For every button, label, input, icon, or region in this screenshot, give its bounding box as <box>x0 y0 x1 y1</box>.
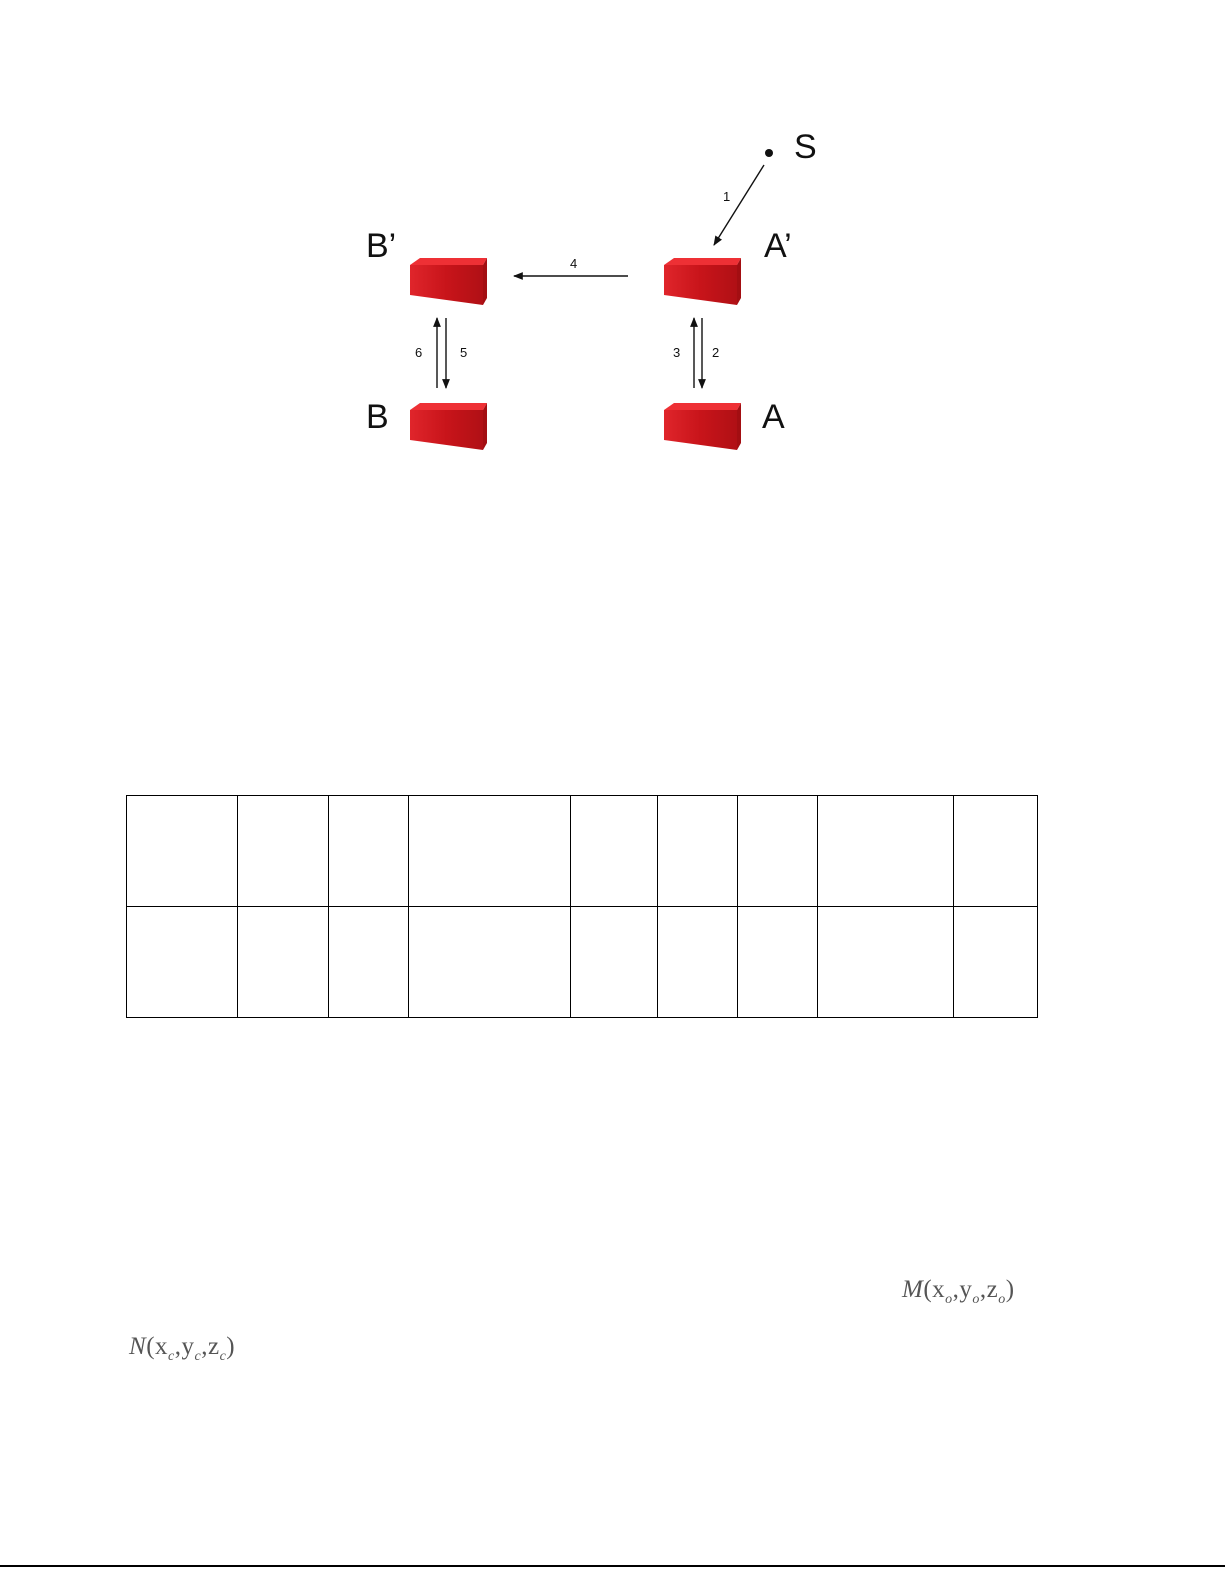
transfer-diagram <box>0 0 1225 500</box>
box-a <box>664 403 741 450</box>
formula-n-y-sub: c <box>194 1349 202 1364</box>
table-cell <box>329 796 409 907</box>
table-cell <box>409 907 571 1018</box>
formula-n-y: y <box>181 1333 195 1360</box>
table-cell <box>238 796 329 907</box>
formula-n-close: ) <box>226 1333 236 1360</box>
arrow-6-label: 6 <box>415 345 423 360</box>
table-cell <box>571 907 658 1018</box>
arrow-2-label: 2 <box>712 345 720 360</box>
table-row <box>127 796 1038 907</box>
formula-m-x-sub: o <box>945 1292 953 1307</box>
formula-m-z-sub: o <box>998 1292 1006 1307</box>
label-a-prime: A’ <box>764 227 792 265</box>
table-cell <box>954 907 1038 1018</box>
table-cell <box>658 796 738 907</box>
table-cell <box>954 796 1038 907</box>
arrow-1 <box>714 165 764 245</box>
table-cell <box>571 796 658 907</box>
formula-m <box>902 1276 1015 1308</box>
page-bottom-rule <box>0 1565 1225 1567</box>
table-cell <box>127 796 238 907</box>
table-cell <box>238 907 329 1018</box>
formula-n-sep: , <box>201 1333 208 1360</box>
table-cell <box>658 907 738 1018</box>
label-b-prime: B’ <box>366 227 397 265</box>
label-a: A <box>762 398 785 436</box>
formula-n-x: x <box>155 1333 169 1360</box>
formula-m-y: y <box>959 1276 973 1303</box>
formula-n-open: ( <box>146 1333 156 1360</box>
table-row <box>127 907 1038 1018</box>
formula-n-sep: , <box>174 1333 182 1360</box>
box-b <box>410 403 487 450</box>
formula-n-z-sub: c <box>219 1349 227 1364</box>
formula-m-sep: , <box>979 1276 987 1303</box>
table-cell <box>127 907 238 1018</box>
table-cell <box>738 907 818 1018</box>
arrow-1-label: 1 <box>723 189 731 204</box>
empty-table <box>126 795 1038 1018</box>
formula-m-x: x <box>932 1276 946 1303</box>
table-cell <box>409 796 571 907</box>
box-b-prime <box>410 258 487 305</box>
formula-n-name: N <box>129 1333 147 1360</box>
arrow-5-label: 5 <box>460 345 468 360</box>
formula-m-open: ( <box>923 1276 933 1303</box>
formula-m-close: ) <box>1005 1276 1015 1303</box>
formula-m-sep: , <box>952 1276 960 1303</box>
point-s <box>765 149 773 157</box>
arrow-4-label: 4 <box>570 256 578 271</box>
table-cell <box>818 907 954 1018</box>
formula-n <box>129 1333 235 1365</box>
label-s: S <box>794 128 817 166</box>
formula-m-y-sub: o <box>972 1292 980 1307</box>
formula-n-z: z <box>207 1333 220 1360</box>
table-cell <box>329 907 409 1018</box>
arrow-3-label: 3 <box>673 345 681 360</box>
formula-m-z: z <box>986 1276 999 1303</box>
box-a-prime <box>664 258 741 305</box>
table-cell <box>818 796 954 907</box>
table-cell <box>738 796 818 907</box>
label-b: B <box>366 398 389 436</box>
formula-m-name: M <box>902 1276 924 1303</box>
formula-n-x-sub: c <box>168 1349 175 1364</box>
